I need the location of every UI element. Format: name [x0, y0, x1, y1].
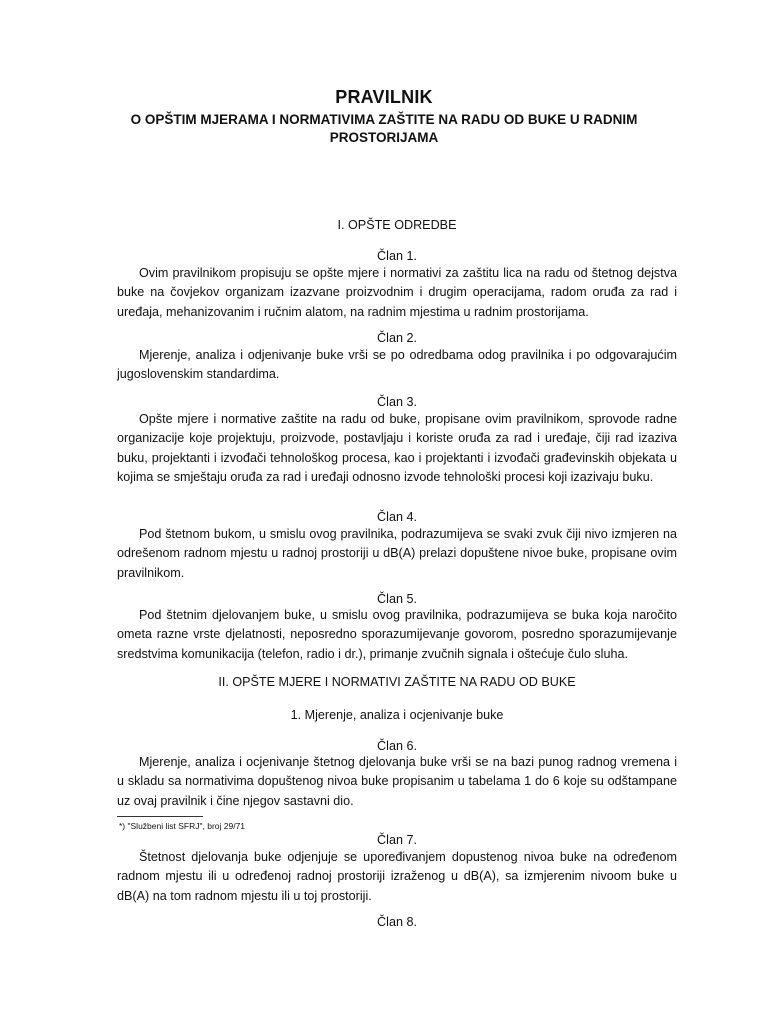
article-text-4: Pod štetnom bukom, u smislu ovog pravilnika, podrazumijeva se svaki zvuk čiji nivo izmjeren na odrešenom radnom mjestu u radnoj prostoriji u dB(A) prelazi dopuštene nivoe buke, propisane ovim pravilnikom.: [117, 527, 677, 580]
article-text-1: Ovim pravilnikom propisuju se opšte mjere i normativi za zaštitu lica na radu od štetnog dejstva buke na čovjekov organizam izazvane proizvodnim i drugim operacijama, radom oruđa za rad i uređaja, mehanizovanim i ručnim alatom, na radnim mjestima u radnim prostorijama.: [117, 266, 677, 319]
footnote: *) "Službeni list SFRJ", broj 29/71: [119, 821, 246, 831]
article-body-7: [117, 848, 677, 906]
document-title: PRAVILNIK: [335, 87, 433, 107]
section-heading-2: II. OPŠTE MJERE I NORMATIVI ZAŠTITE NA RADU OD BUKE: [218, 675, 576, 689]
article-text-5: Pod štetnim djelovanjem buke, u smislu ovog pravilnika, podrazumijeva se buka koja naročito ometa razne vrste djelatnosti, neposredno sporazumijevanje govorom, posredno sporazumijevanje sredstvima komunikacija (telefon, radio i dr.), primanje zvučnih signala i oštećuje čulo sluha.: [117, 608, 677, 661]
article-body-1: [117, 264, 677, 322]
article-title-5: Član 5.: [377, 592, 417, 606]
article-title-3: Član 3.: [377, 395, 417, 409]
footnote-divider: [117, 816, 203, 817]
article-text-7: Štetnost djelovanja buke odjenjuje se upoređivanjem dopustenog nivoa buke na određenom radnom mjestu ili u određenoj radnoj prostoriji izraženog u dB(A), sa izmjerenim nivoom buke u dB(A) na tom radnom mjestu ili u toj prostoriji.: [117, 850, 677, 903]
article-body-2: [117, 346, 677, 385]
subsection-heading-1: 1. Mjerenje, analiza i ocjenivanje buke: [290, 708, 504, 722]
article-title-4: Član 4.: [377, 510, 417, 524]
article-title-1: Član 1.: [377, 249, 417, 263]
article-text-6: Mjerenje, analiza i ocjenivanje štetnog djelovanja buke vrši se na bazi punog radnog vremena i u skladu sa normativima dopuštenog nivoa buke propisanim u tabelama 1 do 6 koje su odštampane uz ovaj pravilnik i čine njegov sastavni dio.: [117, 755, 677, 808]
article-body-6: [117, 753, 677, 811]
article-text-3: Opšte mjere i normative zaštite na radu od buke, propisane ovim pravilnikom, sprovode radne organizacije koje projektuju, proizvode, postavljaju i koriste oruđa za rad i uređaje, čiji rad izaziva buku, projektanti i izvođači tehnološkog procesa, kao i projektanti i izvođači građevinskih objekata u kojima se smještaju oruđa za rad i uređaji odnosno izvode tehnološki procesi koji izazivaju buku.: [117, 412, 677, 484]
article-title-7: Član 7.: [377, 833, 417, 847]
article-body-5: [117, 606, 677, 664]
section-heading-1: I. OPŠTE ODREDBE: [337, 218, 457, 232]
article-body-4: [117, 525, 677, 583]
document-subtitle: O OPŠTIM MJERAMA I NORMATIVIMA ZAŠTITE NA RADU OD BUKE U RADNIM PROSTORIJAMA: [130, 112, 638, 145]
article-text-2: Mjerenje, analiza i odjenivanje buke vrši se po odredbama odog pravilnika i po odgovarajućim jugoslovenskim standardima.: [117, 348, 677, 382]
article-title-6: Član 6.: [377, 739, 417, 753]
article-title-2: Član 2.: [377, 331, 417, 345]
article-body-3: [117, 410, 677, 487]
article-title-8: Član 8.: [377, 915, 417, 929]
